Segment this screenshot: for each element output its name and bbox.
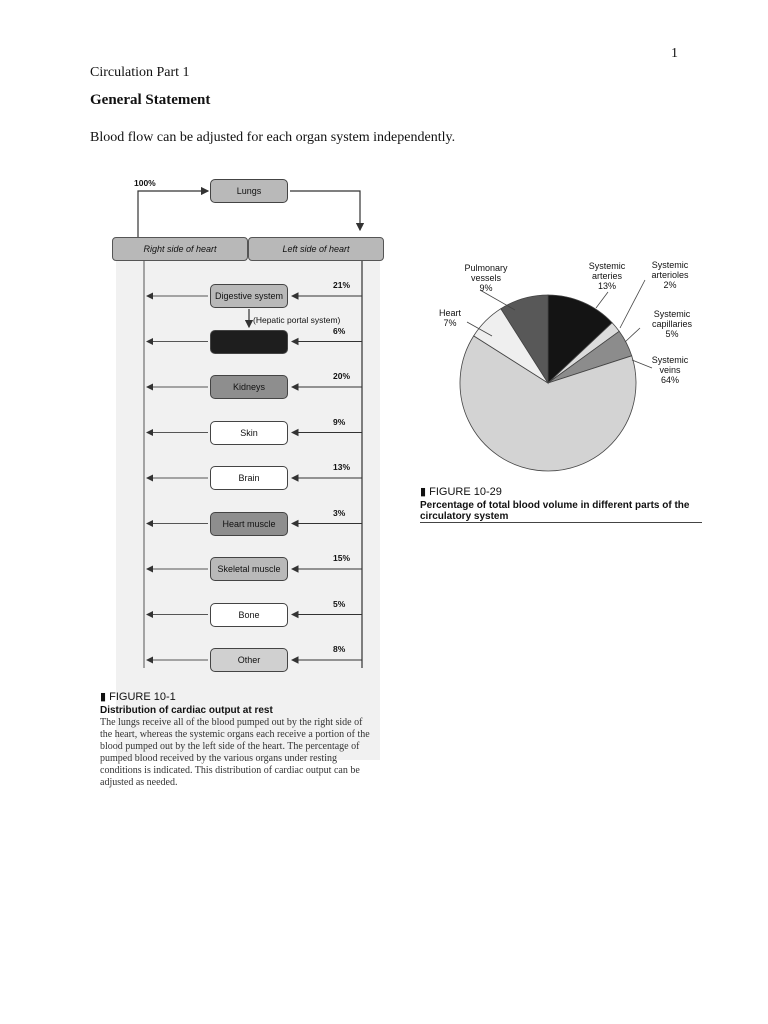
pulmonary-percent: 100% bbox=[134, 178, 156, 188]
organ-percent: 3% bbox=[333, 507, 346, 518]
caption-line: conditions is indicated. This distribution of cardiac output can be bbox=[100, 765, 360, 776]
hepatic-portal-label: (Hepatic portal system) bbox=[253, 315, 341, 325]
left-heart-box: Left side of heart bbox=[248, 237, 384, 261]
right-heart-box: Right side of heart bbox=[112, 237, 248, 261]
general-statement: Blood flow can be adjusted for each organ system independently. bbox=[90, 130, 456, 145]
figure-10-29-caption bbox=[420, 485, 702, 522]
organ-box: Skeletal muscle bbox=[210, 557, 288, 581]
label-systemic-arteries: Systemic arteries 13% bbox=[588, 261, 626, 291]
organ-box: Digestive system bbox=[210, 284, 288, 308]
figure-10-1-number: ▮ FIGURE 10-1 bbox=[100, 691, 176, 703]
figure-10-29-title: Percentage of total blood volume in different parts of the circulatory system bbox=[420, 500, 690, 522]
label-systemic-veins: Systemic veins 64% bbox=[651, 355, 689, 385]
caption-line: adjusted as needed. bbox=[100, 777, 178, 788]
organ-percent: 9% bbox=[333, 416, 346, 427]
figure-10-1-description bbox=[100, 717, 400, 789]
organ-percent: 6% bbox=[333, 325, 346, 336]
caption-line: the heart, whereas the systemic organs each receive a portion of the bbox=[100, 729, 370, 740]
organ-percent: 15% bbox=[333, 553, 351, 563]
caption-line: The lungs receive all of the blood pumped out by the right side of bbox=[100, 717, 363, 728]
organ-box-lungs: Lungs bbox=[210, 179, 288, 203]
organ-box: Heart muscle bbox=[210, 512, 288, 536]
page-number: 1 bbox=[671, 46, 678, 61]
cardiac-output-diagram bbox=[100, 170, 400, 690]
label-systemic-capillaries: Systemic capillaries 5% bbox=[651, 309, 693, 339]
label-systemic-arterioles: Systemic arterioles 2% bbox=[651, 260, 689, 290]
organ-percent: 8% bbox=[333, 644, 346, 654]
figure-10-1-title: Distribution of cardiac output at rest bbox=[100, 705, 273, 716]
organ-box: Kidneys bbox=[210, 375, 288, 399]
label-heart: Heart 7% bbox=[438, 308, 461, 328]
organ-box: Skin bbox=[210, 421, 288, 445]
caption-divider bbox=[420, 522, 702, 523]
organ-box: Bone bbox=[210, 603, 288, 627]
organ-percent: 20% bbox=[333, 371, 351, 381]
organ-percent: 13% bbox=[333, 462, 351, 472]
caption-line: pumped blood received by the various organs under resting bbox=[100, 753, 337, 764]
label-pulmonary-vessels: Pulmonary vessels 9% bbox=[464, 263, 508, 293]
section-heading: General Statement bbox=[90, 92, 211, 108]
organ-box bbox=[210, 330, 288, 354]
organ-percent: 5% bbox=[333, 598, 346, 609]
figure-10-1-caption bbox=[100, 690, 400, 789]
document-subtitle: Circulation Part 1 bbox=[90, 65, 190, 80]
figure-10-29-number: ▮ FIGURE 10-29 bbox=[420, 486, 502, 498]
caption-line: blood pumped out by the left side of the heart. The percentage of bbox=[100, 741, 360, 752]
organ-box: Other bbox=[210, 648, 288, 672]
organ-percent: 21% bbox=[333, 280, 351, 290]
organ-box: Brain bbox=[210, 466, 288, 490]
